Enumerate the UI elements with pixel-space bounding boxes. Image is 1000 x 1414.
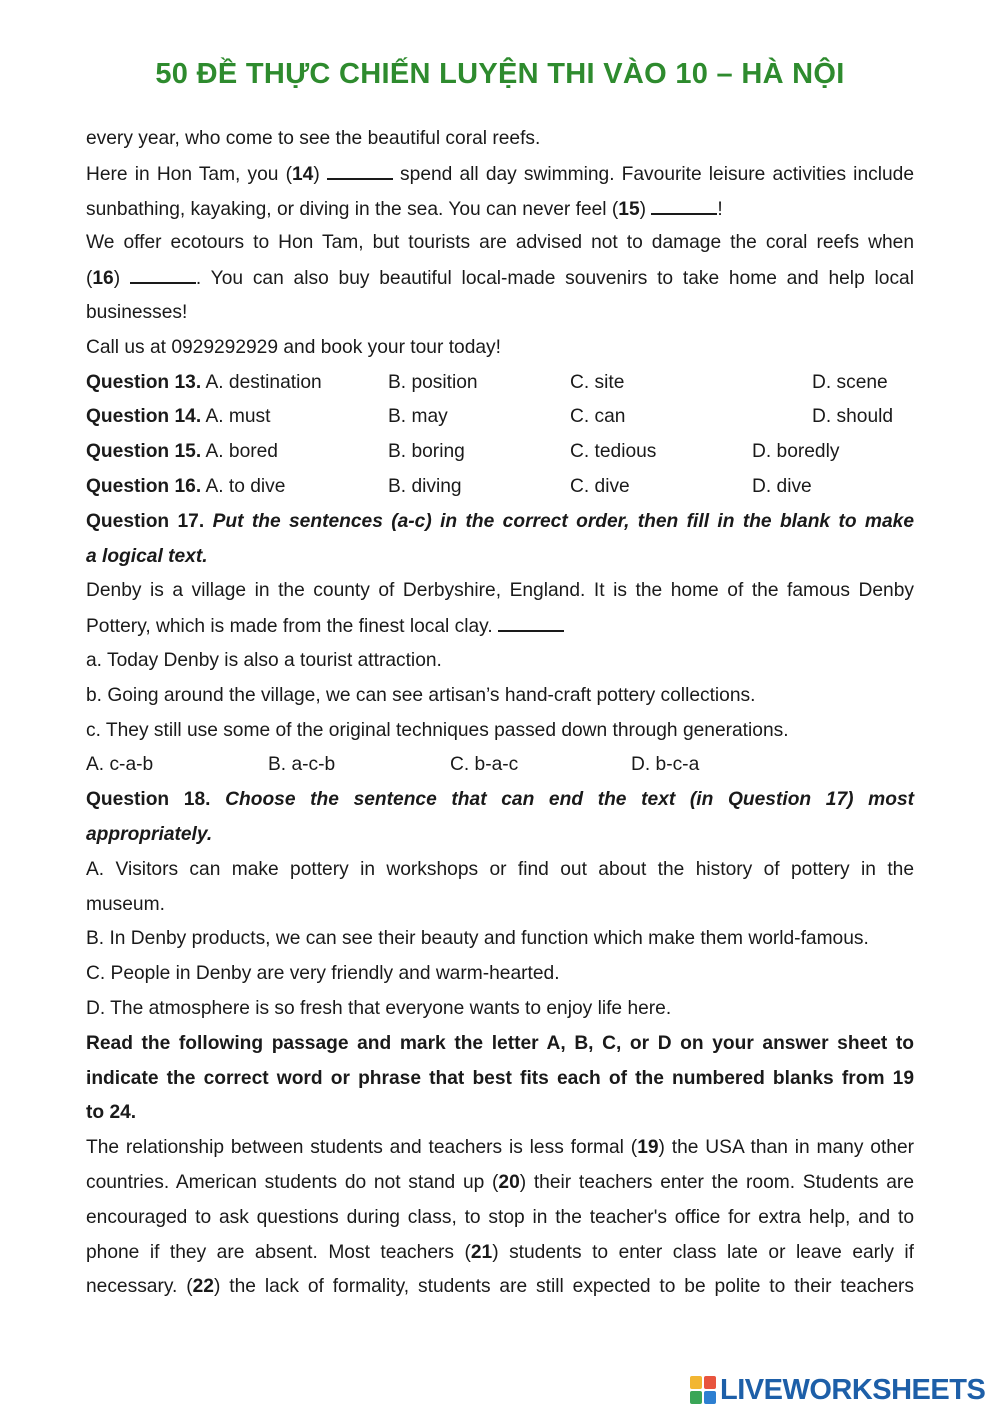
passage-line: businesses! bbox=[86, 301, 188, 323]
answer-blank-17[interactable] bbox=[498, 609, 564, 632]
answer-blank-15[interactable] bbox=[651, 192, 717, 215]
option-d[interactable]: D. The atmosphere is so fresh that everyone wants to enjoy life here. bbox=[86, 997, 672, 1019]
sentence-a: a. Today Denby is also a tourist attraction. bbox=[86, 649, 442, 671]
reading-instruction: indicate the correct word or phrase that best fits each of the numbered blanks from 19 bbox=[86, 1067, 914, 1089]
option-d[interactable]: D. b-c-a bbox=[631, 754, 700, 776]
passage-line: Denby is a village in the county of Derbyshire, England. It is the home of the famous Denby bbox=[86, 580, 914, 602]
option-b[interactable]: B. may bbox=[388, 406, 448, 428]
option-a[interactable]: A. bored bbox=[205, 441, 278, 463]
sentence-b: b. Going around the village, we can see artisan’s hand-craft pottery collections. bbox=[86, 684, 756, 706]
question-17-options bbox=[86, 748, 914, 783]
question-15: Question 15. A. bored B. boring C. tedious D. boredly bbox=[86, 435, 914, 470]
answer-blank-14[interactable] bbox=[327, 157, 393, 180]
question-17-instruction: Question 17. Put the sentences (a-c) in the correct order, then fill in the blank to make bbox=[86, 510, 914, 532]
passage-line: sunbathing, kayaking, or diving in the sea. You can never feel (15) ! bbox=[86, 192, 914, 227]
option-b[interactable]: B. position bbox=[388, 371, 478, 393]
option-c[interactable]: C. People in Denby are very friendly and warm-hearted. bbox=[86, 963, 560, 985]
question-16: Question 16. A. to dive B. diving C. dive D. dive bbox=[86, 470, 914, 505]
option-b[interactable]: B. diving bbox=[388, 475, 462, 497]
option-a[interactable]: A. must bbox=[205, 406, 271, 428]
passage-line: phone if they are absent. Most teachers (21) students to enter class late or leave early if bbox=[86, 1241, 914, 1263]
passage-line: encouraged to ask questions during class, to stop in the teacher's office for extra help, and to bbox=[86, 1206, 914, 1228]
option-a[interactable]: A. destination bbox=[205, 371, 322, 393]
question-17-instruction: a logical text. bbox=[86, 545, 208, 567]
logo-text: LIVEWORKSHEETS bbox=[720, 1373, 986, 1406]
option-a[interactable]: A. to dive bbox=[205, 475, 286, 497]
option-c[interactable]: C. b-a-c bbox=[450, 754, 519, 776]
option-b[interactable]: B. In Denby products, we can see their beauty and function which make them world-famous. bbox=[86, 928, 869, 950]
question-18-instruction: Question 18. Choose the sentence that can end the text (in Question 17) most bbox=[86, 789, 914, 811]
passage-line: We offer ecotours to Hon Tam, but tourists are advised not to damage the coral reefs when bbox=[86, 232, 914, 254]
option-d[interactable]: D. dive bbox=[752, 475, 812, 497]
passage-line: Here in Hon Tam, you (14) spend all day swimming. Favourite leisure activities include bbox=[86, 157, 914, 192]
option-a-continued: museum. bbox=[86, 893, 165, 915]
page-title: 50 ĐỀ THỰC CHIẾN LUYỆN THI VÀO 10 – HÀ NỘI bbox=[155, 58, 845, 90]
option-c[interactable]: C. tedious bbox=[570, 441, 657, 463]
worksheet-body bbox=[86, 122, 914, 1305]
question-13: Question 13. A. destination B. position C. site D. scene bbox=[86, 366, 914, 401]
reading-instruction: Read the following passage and mark the letter A, B, C, or D on your answer sheet to bbox=[86, 1032, 914, 1054]
answer-blank-16[interactable] bbox=[130, 261, 196, 284]
passage-line: every year, who come to see the beautiful coral reefs. bbox=[86, 128, 541, 149]
passage-line: The relationship between students and teachers is less formal (19) the USA than in many other bbox=[86, 1137, 915, 1159]
reading-instruction: to 24. bbox=[86, 1102, 137, 1124]
logo-icon bbox=[690, 1376, 716, 1404]
liveworksheets-logo bbox=[690, 1372, 990, 1408]
passage-line: countries. American students do not stand up (20) their teachers enter the room. Students are bbox=[86, 1171, 914, 1193]
option-d[interactable]: D. should bbox=[812, 406, 894, 428]
question-18-instruction: appropriately. bbox=[86, 823, 213, 845]
option-b[interactable]: B. boring bbox=[388, 441, 465, 463]
option-a[interactable]: A. Visitors can make pottery in workshops or find out about the history of pottery in the bbox=[86, 858, 914, 880]
sentence-c: c. They still use some of the original techniques passed down through generations. bbox=[86, 719, 789, 741]
passage-line: Pottery, which is made from the finest local clay. bbox=[86, 609, 914, 644]
passage-line: Call us at 0929292929 and book your tour today! bbox=[86, 336, 501, 358]
option-d[interactable]: D. boredly bbox=[752, 441, 840, 463]
passage-line: (16) . You can also buy beautiful local-made souvenirs to take home and help local bbox=[86, 261, 914, 296]
option-c[interactable]: C. can bbox=[570, 406, 626, 428]
option-d[interactable]: D. scene bbox=[812, 371, 888, 393]
option-b[interactable]: B. a-c-b bbox=[268, 754, 336, 776]
question-14: Question 14. A. must B. may C. can D. should bbox=[86, 400, 914, 435]
option-a[interactable]: A. c-a-b bbox=[86, 754, 154, 776]
passage-line: necessary. (22) the lack of formality, students are still expected to be polite to their teachers bbox=[86, 1276, 914, 1298]
option-c[interactable]: C. site bbox=[570, 371, 625, 393]
option-c[interactable]: C. dive bbox=[570, 475, 630, 497]
